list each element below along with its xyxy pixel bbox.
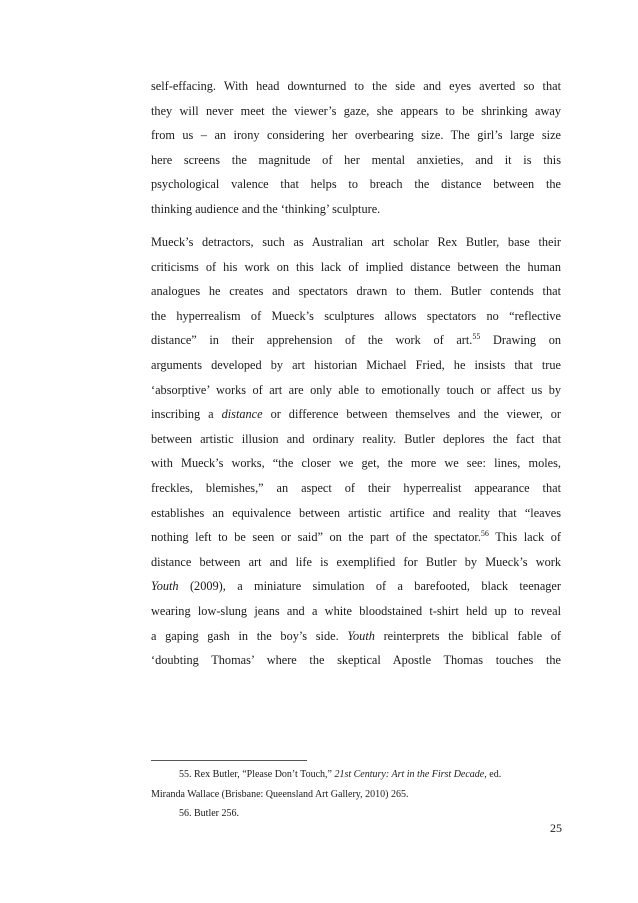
text-line: Mueck’s detractors, such as Australian art scholar Rex Butler, base their bbox=[151, 235, 561, 249]
footnote-book-title: 21st Century: Art in the First Decade bbox=[334, 769, 485, 780]
paragraph-1 bbox=[151, 74, 561, 222]
footnote-55-continued: Miranda Wallace (Brisbane: Queensland Art Gallery, 2010) 265. bbox=[151, 789, 409, 800]
line-text: distance” in their apprehension of the work of art. bbox=[151, 333, 473, 348]
text-line: psychological valence that helps to breach the distance between the bbox=[151, 177, 561, 192]
text-line: arguments developed by art historian Michael Fried, he insists that true bbox=[151, 357, 561, 372]
page-number: 25 bbox=[550, 821, 562, 835]
line-text: nothing left to be seen or said” on the part of the spectator. bbox=[151, 530, 481, 545]
text-line: freckles, blemishes,” an aspect of their hyperrealist appearance that bbox=[151, 480, 561, 495]
paragraph-2 bbox=[151, 230, 561, 673]
line-text: inscribing a bbox=[151, 407, 222, 422]
text-line bbox=[151, 402, 561, 427]
footnote-55 bbox=[179, 768, 501, 781]
text-line bbox=[151, 574, 561, 599]
text-line: establishes an equivalence between artistic artifice and reality that “leaves bbox=[151, 505, 561, 520]
line-text: or difference between themselves and the viewer, or bbox=[262, 407, 561, 422]
text-line: ‘doubting Thomas’ where the skeptical Apostle Thomas touches the bbox=[151, 653, 561, 668]
line-text: reinterprets the biblical fable of bbox=[374, 628, 561, 643]
line-text: This lack of bbox=[488, 530, 561, 545]
line-text: Drawing on bbox=[480, 333, 561, 348]
footnote-ref-56: 56 bbox=[480, 529, 489, 539]
footnote-text: , ed. bbox=[484, 769, 502, 780]
text-line: the hyperrealism of Mueck’s sculptures allows spectators no “reflective bbox=[151, 308, 561, 323]
text-line bbox=[151, 328, 561, 353]
emphasis-text: distance bbox=[221, 407, 263, 422]
emphasis-text: Youth bbox=[347, 628, 375, 643]
text-line: here screens the magnitude of her mental anxieties, and it is this bbox=[151, 152, 561, 167]
footnote-separator bbox=[151, 760, 307, 761]
text-line: between artistic illusion and ordinary reality. Butler deplores the fact that bbox=[151, 431, 561, 446]
text-line: thinking audience and the ‘thinking’ sculpture. bbox=[151, 201, 381, 216]
line-text: a gaping gash in the boy’s side. bbox=[151, 628, 348, 643]
text-line: distance between art and life is exemplified for Butler by Mueck’s work bbox=[151, 554, 561, 569]
footnote-56: 56. Butler 256. bbox=[179, 808, 239, 819]
text-line bbox=[151, 525, 561, 550]
line-text: (2009), a miniature simulation of a barefooted, black teenager bbox=[178, 579, 561, 594]
text-line: from us – an irony considering her overbearing size. The girl’s large size bbox=[151, 128, 561, 143]
text-line: criticisms of his work on this lack of implied distance between the human bbox=[151, 259, 561, 274]
text-line: analogues he creates and spectators drawn to them. Butler contends that bbox=[151, 284, 561, 299]
text-line bbox=[151, 624, 561, 649]
text-line: ‘absorptive’ works of art are only able to emotionally touch or affect us by bbox=[151, 382, 561, 397]
text-line: they will never meet the viewer’s gaze, she appears to be shrinking away bbox=[151, 103, 561, 118]
footnote-ref-55: 55 bbox=[472, 332, 481, 342]
text-line: self-effacing. With head downturned to the side and eyes averted so that bbox=[151, 79, 561, 93]
footnote-text: 55. Rex Butler, “Please Don’t Touch,” bbox=[179, 769, 335, 780]
text-line: with Mueck’s works, “the closer we get, the more we see: lines, moles, bbox=[151, 456, 561, 471]
emphasis-text: Youth bbox=[151, 579, 179, 594]
text-line: wearing low-slung jeans and a white bloodstained t-shirt held up to reveal bbox=[151, 603, 561, 618]
